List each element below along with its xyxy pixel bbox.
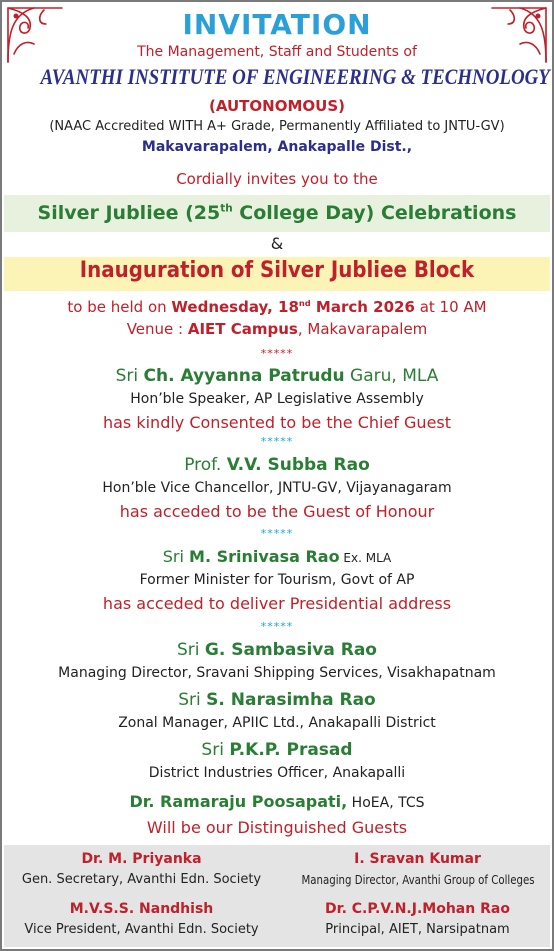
venue-line: Venue : AIET Campus, Makavarapalem (126, 320, 428, 338)
accreditation-line: (NAAC Accredited WITH A+ Grade, Permanently Affiliated to JNTU-GV) (49, 119, 505, 134)
signatory-block (4, 901, 279, 937)
signatory-role: Principal, AIET, Narsipatnam (325, 922, 510, 937)
president-name: Sri M. Srinivasa Rao Ex. MLA (162, 547, 392, 566)
chief-guest-designation: Hon’ble Speaker, AP Legislative Assembly (130, 391, 424, 407)
signatories-footer (4, 845, 550, 947)
distinguished-guest-designation: Managing Director, Sravani Shipping Services, Visakhapatnam (58, 665, 496, 681)
distinguished-guest-designation: Zonal Manager, APIIC Ltd., Anakapalli District (118, 715, 436, 731)
distinguished-guest-name: Sri S. Narasimha Rao (178, 690, 376, 710)
distinguished-guest-name: Sri G. Sambasiva Rao (177, 640, 377, 660)
signatory-block (4, 851, 279, 887)
signatory-name: I. Sravan Kumar (354, 851, 481, 867)
management-line: The Management, Staff and Students of (137, 44, 417, 60)
president-role: has acceded to deliver Presidential address (102, 594, 452, 613)
autonomous-label: (AUTONOMOUS) (209, 97, 345, 115)
location-line: Makavarapalem, Anakapalle Dist., (141, 139, 413, 155)
chief-guest-role: has kindly Consented to be the Chief Guest (102, 413, 452, 432)
guest-of-honour-role: has acceded to be the Guest of Honour (119, 502, 435, 521)
signatory-name: Dr. C.P.V.N.J.Mohan Rao (325, 901, 510, 917)
distinguished-guests-role: Will be our Distinguished Guests (146, 818, 408, 837)
signatory-name: M.V.S.S. Nandhish (69, 901, 214, 917)
celebration-title: Silver Jubliee (25th College Day) Celebrations (37, 202, 517, 224)
signatory-role: Managing Director, Avanthi Group of Colleges (301, 873, 535, 887)
separator-stars: ***** (260, 527, 294, 540)
signatory-role: Vice President, Avanthi Edn. Society (24, 922, 259, 937)
signatory-role: Gen. Secretary, Avanthi Edn. Society (21, 872, 262, 887)
separator-stars: ***** (260, 620, 294, 633)
signatory-block (281, 901, 554, 937)
chief-guest-name: Sri Ch. Ayyanna Patrudu Garu, MLA (115, 366, 439, 386)
invitation-title: INVITATION (182, 8, 372, 41)
cordial-line: Cordially invites you to the (176, 170, 378, 188)
distinguished-guest-name: Dr. Ramaraju Poosapati, HoEA, TCS (129, 792, 425, 811)
event-date-line: to be held on Wednesday, 18nd March 2026 at 10 AM (67, 298, 487, 316)
signatory-block (281, 851, 554, 887)
inauguration-title: Inauguration of Silver Jubliee Block (79, 258, 475, 283)
institute-name: AVANTHI INSTITUTE OF ENGINEERING & TECHNOLOGY (40, 64, 550, 89)
president-designation: Former Minister for Tourism, Govt of AP (139, 572, 415, 588)
guest-of-honour-name: Prof. V.V. Subba Rao (184, 455, 370, 475)
separator-stars: ***** (260, 435, 294, 448)
separator-stars: ***** (260, 347, 294, 360)
signatory-name: Dr. M. Priyanka (81, 851, 202, 867)
distinguished-guest-designation: District Industries Officer, Anakapalli (148, 765, 406, 781)
distinguished-guest-name: Sri P.K.P. Prasad (201, 740, 353, 760)
guest-of-honour-designation: Hon’ble Vice Chancellor, JNTU-GV, Vijayanagaram (102, 480, 452, 496)
ampersand: & (270, 234, 284, 253)
